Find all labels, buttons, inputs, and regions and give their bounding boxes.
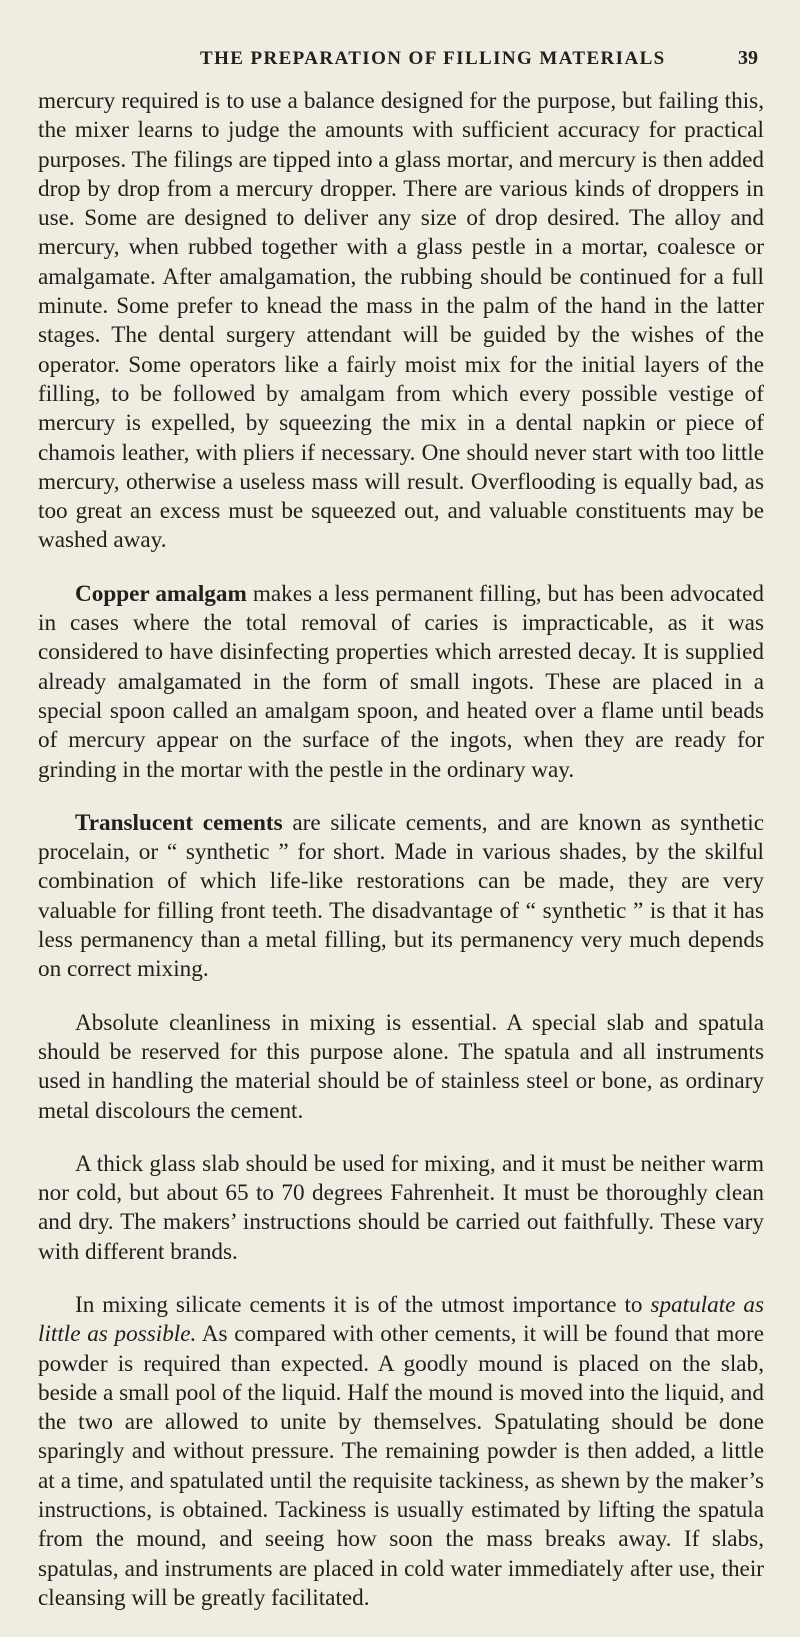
paragraph-text: A thick glass slab should be used for mixing, and it must be neither warm nor cold, but about 65 to 70 degrees Fahrenheit. It must be thoroughly clean and dry. The makers’ instructions should be carried out faithfully. These vary with different brands. xyxy=(38,1150,764,1265)
paragraph-copper-amalgam xyxy=(38,580,764,785)
paragraph-text: As compared with other cements, it will be found that more powder is required than expected. A goodly mound is placed on the slab, beside a small pool of the liquid. Half the mound is moved into the liquid, and the two are allowed to unite by themselves. Spatulating should be done sparingly and without pressure. The remaining powder is then added, a little at a time, and spatulated until the requisite tackiness, as shewn by the maker’s instructions, is obtained. Tackiness is usually estimated by lifting the spatula from the mound, and seeing how soon the mass breaks away. If slabs, spatulas, and instruments are placed in cold water immediately after use, their cleansing will be greatly facilitated. xyxy=(38,1321,765,1611)
paragraph-mercury-mixing xyxy=(38,87,764,556)
paragraph-text: are silicate cements, and are known as synthetic procelain, or “ synthetic ” for short. Made in various shades, by the skilful combination of which life-like restorations can be made, they are very valuable for filling front teeth. The disadvantage of “ synthetic ” is that it has less permanency than a metal filling, but its permanency very much depends on correct mixing. xyxy=(38,809,765,983)
running-title: THE PREPARATION OF FILLING MATERIALS xyxy=(200,48,666,69)
running-head xyxy=(38,48,764,74)
emphasis-spatulate: spatulate as little as possible. xyxy=(38,1291,764,1348)
page-number: 39 xyxy=(738,47,758,69)
term-copper-amalgam: Copper amalgam xyxy=(75,580,247,607)
paragraph-glass-slab xyxy=(38,1150,764,1267)
paragraph-translucent-cements xyxy=(38,809,764,985)
paragraph-text: mercury required is to use a balance designed for the purpose, but failing this, the mixer learns to judge the amounts with sufficient accuracy for practical purposes. The filings are tipped into a glass mortar, and mercury is then added drop by drop from a mercury dropper. There are various kinds of droppers in use. Some are designed to deliver any size of drop desired. The alloy and mercury, when rubbed together with a glass pestle in a mortar, coalesce or amalgamate. After amalgamation, the rubbing should be continued for a full minute. Some prefer to knead the mass in the palm of the hand in the latter stages. The dental surgery attendant will be guided by the wishes of the operator. Some operators like a fairly moist mix for the initial layers of the filling, to be followed by amalgam from which every possible vestige of mercury is expelled, by squeezing the mix in a dental napkin or piece of chamois leather, with pliers if necessary. One should never start with too little mercury, otherwise a useless mass will result. Overflooding is equally bad, as too great an excess must be squeezed out, and valuable constituents may be washed away. xyxy=(38,88,764,554)
paragraph-text: makes a less permanent filling, but has been advocated in cases where the total removal of caries is impracticable, as it was considered to have disinfecting properties which arrested decay. It is supplied already amalgamated in the form of small ingots. These are placed in a special spoon called an amalgam spoon, and heated over a flame until beads of mercury appear on the surface of the ingots, when they are ready for grinding in the mortar with the pestle in the ordinary way. xyxy=(38,580,764,783)
paragraph-text: In mixing silicate cements it is of the utmost importance to xyxy=(75,1291,643,1318)
paragraph-text: Absolute cleanliness in mixing is essential. A special slab and spatula should be reserved for this purpose alone. The spatula and all instruments used in handling the material should be of stainless steel or bone, as ordinary metal discolours the cement. xyxy=(38,1009,764,1124)
paragraph-cleanliness xyxy=(38,1009,764,1126)
term-translucent-cements: Translucent cements xyxy=(75,809,283,836)
paragraph-spatulate xyxy=(38,1291,764,1613)
body-text xyxy=(38,87,764,1637)
